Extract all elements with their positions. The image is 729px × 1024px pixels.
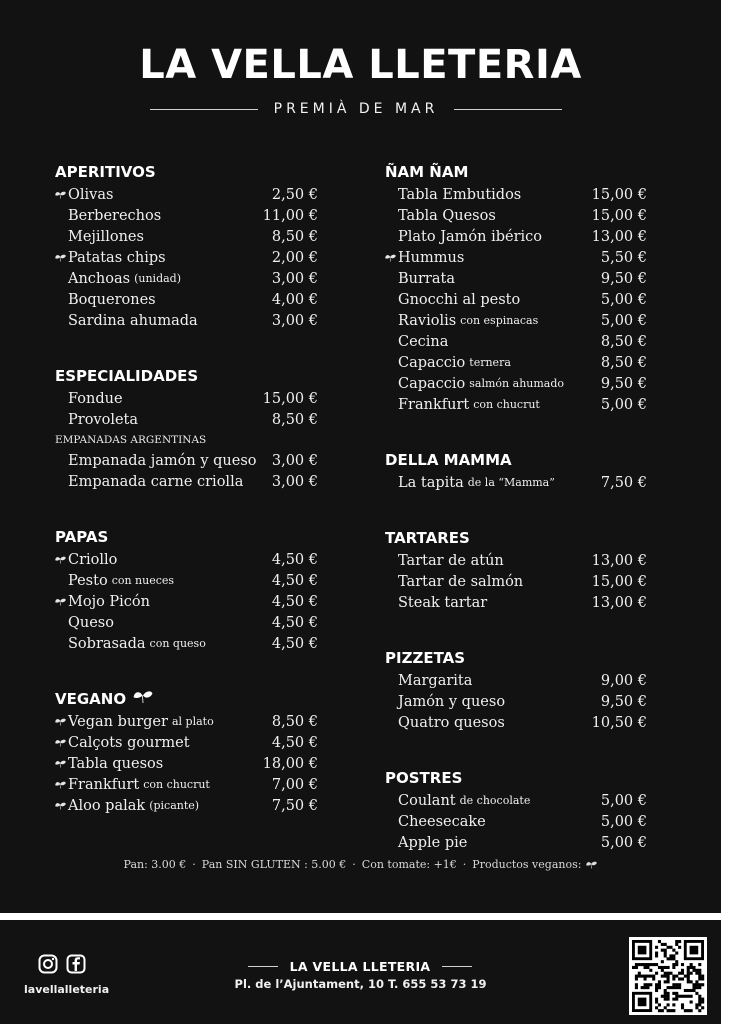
menu-item-name: Tabla Embutidos [398,186,522,203]
menu-item-left [55,615,114,631]
menu-item-price: 4,50 € [271,593,318,610]
menu-item-price: 9,50 € [600,270,647,287]
menu-item-name: Burrata [398,270,455,287]
menu-section [55,364,318,492]
menu-item-left [55,798,199,814]
menu-item [385,832,647,853]
menu-item-price: 8,50 € [271,228,318,245]
menu-section [385,448,647,493]
menu-item-price: 8,50 € [600,354,647,371]
menu-item-price: 3,00 € [271,452,318,469]
menu-item-name: Tartar de salmón [398,573,524,590]
menu-item [385,712,647,733]
section-title-text: PAPAS [55,528,109,546]
menu-item-name: Hummus [398,249,465,266]
menu-item [385,226,647,247]
leaf-icon [55,760,68,768]
menu-item-left [55,271,181,287]
menu-section [385,646,647,733]
menu-item [385,592,647,613]
menu-item-price: 13,00 € [591,552,647,569]
menu-item-left [385,793,530,809]
subtitle-rule-left [150,109,258,110]
menu-item-left [55,594,150,610]
menu-item-note: ternera [469,356,511,369]
footer-divider [0,913,721,920]
section-subheading: EMPANADAS ARGENTINAS [55,434,207,446]
menu-item-note: con espinacas [460,314,539,327]
menu-item-left [385,673,472,689]
bread-price: Pan: 3.00 € [123,858,187,871]
menu-item [55,570,318,591]
menu-item-price: 11,00 € [262,207,318,224]
menu-item [385,289,647,310]
menu-item-name: Quatro quesos [398,714,505,731]
leaf-icon [133,687,153,711]
section-title-text: ÑAM ÑAM [385,163,469,181]
menu-item-price: 2,00 € [271,249,318,266]
subtitle-row [150,98,562,120]
section-title-text: POSTRES [385,769,463,787]
menu-item-left [55,187,113,203]
menu-item-price: 7,00 € [271,776,318,793]
restaurant-title: LA VELLA LLETERIA [139,42,582,88]
menu-item-name: Apple pie [398,834,468,851]
menu-item-left [55,474,243,490]
menu-item [55,409,318,430]
menu-item-left [55,313,198,329]
leaf-icon [55,556,68,564]
menu-item [385,247,647,268]
menu-item-left [385,475,555,491]
leaf-icon [55,739,68,747]
section-title [385,766,647,790]
menu-item-left [385,397,540,413]
menu-item [55,774,318,795]
menu-item-name: Steak tartar [398,594,488,611]
menu-item-price: 5,00 € [600,396,647,413]
leaf-icon [55,802,68,810]
menu-item-name: La tapita [398,474,464,491]
menu-column-left [55,160,318,849]
menu-item-left [385,814,486,830]
menu-item-name: Tabla quesos [68,755,164,772]
menu-item-name: Capaccio [398,354,466,371]
menu-item-price: 5,00 € [600,834,647,851]
menu-item-left [55,636,206,652]
menu-item-note: al plato [171,715,214,728]
menu-item-name: Olivas [68,186,114,203]
menu-item-name: Empanada jamón y queso [68,452,257,469]
menu-item [385,472,647,493]
facebook-icon[interactable] [66,954,86,974]
menu-item [385,811,647,832]
menu-item-name: Frankfurt [68,776,140,793]
menu-item [55,753,318,774]
menu-item [55,633,318,654]
section-title-text: PIZZETAS [385,649,466,667]
menu-item [55,711,318,732]
menu-item-note: con nueces [111,574,175,587]
menu-item-note: con chucrut [143,778,210,791]
menu-item [385,373,647,394]
menu-item-note: salmón ahumado [469,377,565,390]
menu-item-name: Coulant [398,792,456,809]
menu-item-name: Patatas chips [68,249,166,266]
menu-item-price: 2,50 € [271,186,318,203]
menu-item-price: 5,00 € [600,291,647,308]
menu-item-name: Vegan burger [68,713,168,730]
instagram-icon[interactable] [38,954,58,974]
note-separator: · [352,858,356,871]
menu-section [385,526,647,613]
menu-item-left [55,573,174,589]
section-title [385,646,647,670]
menu-item-name: Mojo Picón [68,593,150,610]
menu-item-name: Sardina ahumada [68,312,198,329]
menu-item-price: 15,00 € [591,186,647,203]
menu-item-price: 4,50 € [271,614,318,631]
menu-item-left [385,553,504,569]
section-title [55,687,318,711]
menu-item-price: 5,00 € [600,312,647,329]
menu-item [55,184,318,205]
menu-item-name: Sobrasada [68,635,146,652]
menu-item-name: Empanada carne criolla [68,473,244,490]
menu-section [55,687,318,816]
footer-rule-right [442,966,472,967]
menu-item-name: Frankfurt [398,396,470,413]
menu-item [55,591,318,612]
menu-item-note: de la “Mamma” [467,476,555,489]
menu-item-note: con chucrut [473,398,540,411]
menu-item-price: 8,50 € [600,333,647,350]
menu-item [385,550,647,571]
menu-item-name: Queso [68,614,114,631]
menu-item-price: 5,00 € [600,792,647,809]
menu-item-name: Plato Jamón ibérico [398,228,543,245]
menu-item-left [55,292,156,308]
section-title [55,160,318,184]
menu-item [55,289,318,310]
menu-item-left [385,694,505,710]
menu-item-left [385,250,464,266]
menu-item-price: 9,50 € [600,693,647,710]
section-title [385,448,647,472]
menu-item-price: 15,00 € [591,207,647,224]
menu-item-name: Pesto [68,572,108,589]
menu-item [385,310,647,331]
menu-item-name: Berberechos [68,207,162,224]
menu-item-price: 9,00 € [600,672,647,689]
menu-item-name: Tabla Quesos [398,207,496,224]
menu-item [55,226,318,247]
menu-item-price: 15,00 € [591,573,647,590]
menu-item-name: Aloo palak [68,797,146,814]
menu-item-price: 4,50 € [271,572,318,589]
menu-item [385,394,647,415]
menu-item-price: 5,00 € [600,813,647,830]
footer-rule-left [248,966,278,967]
menu-item-name: Jamón y queso [398,693,506,710]
menu-item-name: Margarita [398,672,473,689]
section-title-text: DELLA MAMMA [385,451,512,469]
menu-item-price: 9,50 € [600,375,647,392]
menu-item [385,352,647,373]
menu-section [385,766,647,853]
section-title-text: VEGANO [55,690,127,708]
footer-brand: LA VELLA LLETERIA [289,958,431,974]
menu-item-left [55,735,190,751]
section-title [385,526,647,550]
menu-item-left [385,313,538,329]
menu-item-name: Calçots gourmet [68,734,190,751]
menu-item-name: Fondue [68,390,123,407]
menu-item [385,184,647,205]
menu-item-name: Anchoas [68,270,131,287]
menu-item-price: 8,50 € [271,713,318,730]
gluten-free-bread-price: Pan SIN GLUTEN : 5.00 € [201,858,347,871]
menu-item-name: Gnocchi al pesto [398,291,521,308]
section-title-text: APERITIVOS [55,163,156,181]
menu-item-left [55,208,161,224]
menu-item-left [55,777,210,793]
menu-item [55,450,318,471]
menu-item [55,732,318,753]
menu-item [385,691,647,712]
menu-section [55,525,318,654]
menu-item [385,331,647,352]
note-separator: · [462,858,467,871]
footer-address: Pl. de l’Ajuntament, 10 T. 655 53 73 19 [234,977,487,991]
leaf-icon [586,861,597,869]
menu-item [55,549,318,570]
menu-item [55,247,318,268]
menu-item-left [385,292,520,308]
section-title [55,525,318,549]
menu-item-name: Provoleta [68,411,139,428]
section-title [385,160,647,184]
menu-item-left [385,715,505,731]
menu-item-left [55,229,144,245]
menu-item [55,471,318,492]
leaf-icon [55,598,68,606]
menu-item-price: 4,50 € [271,734,318,751]
menu-item-name: Cheesecake [398,813,486,830]
menu-item-left [55,250,166,266]
menu-item-name: Criollo [68,551,118,568]
menu-item-left [385,595,487,611]
menu-item-left [385,355,511,371]
leaf-icon [55,781,68,789]
section-title-text: ESPECIALIDADES [55,367,199,385]
leaf-icon [55,254,68,262]
menu-item [385,205,647,226]
menu-item-price: 18,00 € [262,755,318,772]
menu-item-price: 7,50 € [600,474,647,491]
menu-item-note: de chocolate [459,794,531,807]
menu-item-note: con queso [149,637,206,650]
qr-code[interactable] [629,937,707,1015]
menu-item-price: 10,50 € [591,714,647,731]
menu-item-left [385,376,564,392]
menu-item-left [385,574,523,590]
menu-item [55,795,318,816]
section-title [55,364,318,388]
menu-item-left [55,552,117,568]
menu-item-price: 5,50 € [600,249,647,266]
menu-item [385,571,647,592]
bread-note [0,858,721,871]
menu-item-name: Capaccio [398,375,466,392]
menu-item [385,670,647,691]
menu-item [55,612,318,633]
menu-item-price: 3,00 € [271,312,318,329]
menu-item-name: Mejillones [68,228,144,245]
menu-item-left [55,412,138,428]
menu-item [55,268,318,289]
section-title-text: TARTARES [385,529,470,547]
leaf-icon [55,718,68,726]
menu-item-left [385,187,521,203]
menu-section [55,160,318,331]
menu-item-note: (unidad) [134,272,182,285]
menu-item-price: 15,00 € [262,390,318,407]
vegan-legend: Productos veganos: [472,858,582,871]
menu-item-left [55,714,214,730]
menu-item-price: 3,00 € [271,270,318,287]
menu-column-right [385,160,647,886]
menu-item [55,388,318,409]
menu-item-price: 8,50 € [271,411,318,428]
note-separator: · [192,858,196,871]
menu-item-left [385,271,455,287]
menu-item-note: (picante) [149,799,200,812]
menu-item [385,268,647,289]
menu-item-name: Raviolis [398,312,457,329]
menu-item-price: 13,00 € [591,228,647,245]
footer-brand-row [240,957,480,975]
tomato-extra-price: Con tomate: +1€ [361,858,457,871]
menu-item-name: Cecina [398,333,449,350]
subtitle-rule-right [454,109,562,110]
menu-item-name: Boquerones [68,291,156,308]
menu-item-price: 7,50 € [271,797,318,814]
social-handle: lavellalleteria [24,983,110,996]
social-links [38,954,86,974]
menu-item-left [385,208,496,224]
menu-item [385,790,647,811]
menu-item-left [385,229,542,245]
menu-item-left [55,756,163,772]
menu-item-price: 4,50 € [271,551,318,568]
menu-item [55,205,318,226]
menu-item-left [55,391,123,407]
menu-item-price: 3,00 € [271,473,318,490]
menu-item-price: 13,00 € [591,594,647,611]
menu-item-left [385,835,467,851]
leaf-icon [385,254,398,262]
restaurant-location: PREMIÀ DE MAR [273,101,439,117]
menu-item-price: 4,00 € [271,291,318,308]
leaf-icon [55,191,68,199]
menu-section [385,160,647,415]
menu-item-left [55,453,257,469]
menu-item-price: 4,50 € [271,635,318,652]
menu-item-left [385,334,448,350]
menu-item [55,310,318,331]
menu-item-name: Tartar de atún [398,552,504,569]
